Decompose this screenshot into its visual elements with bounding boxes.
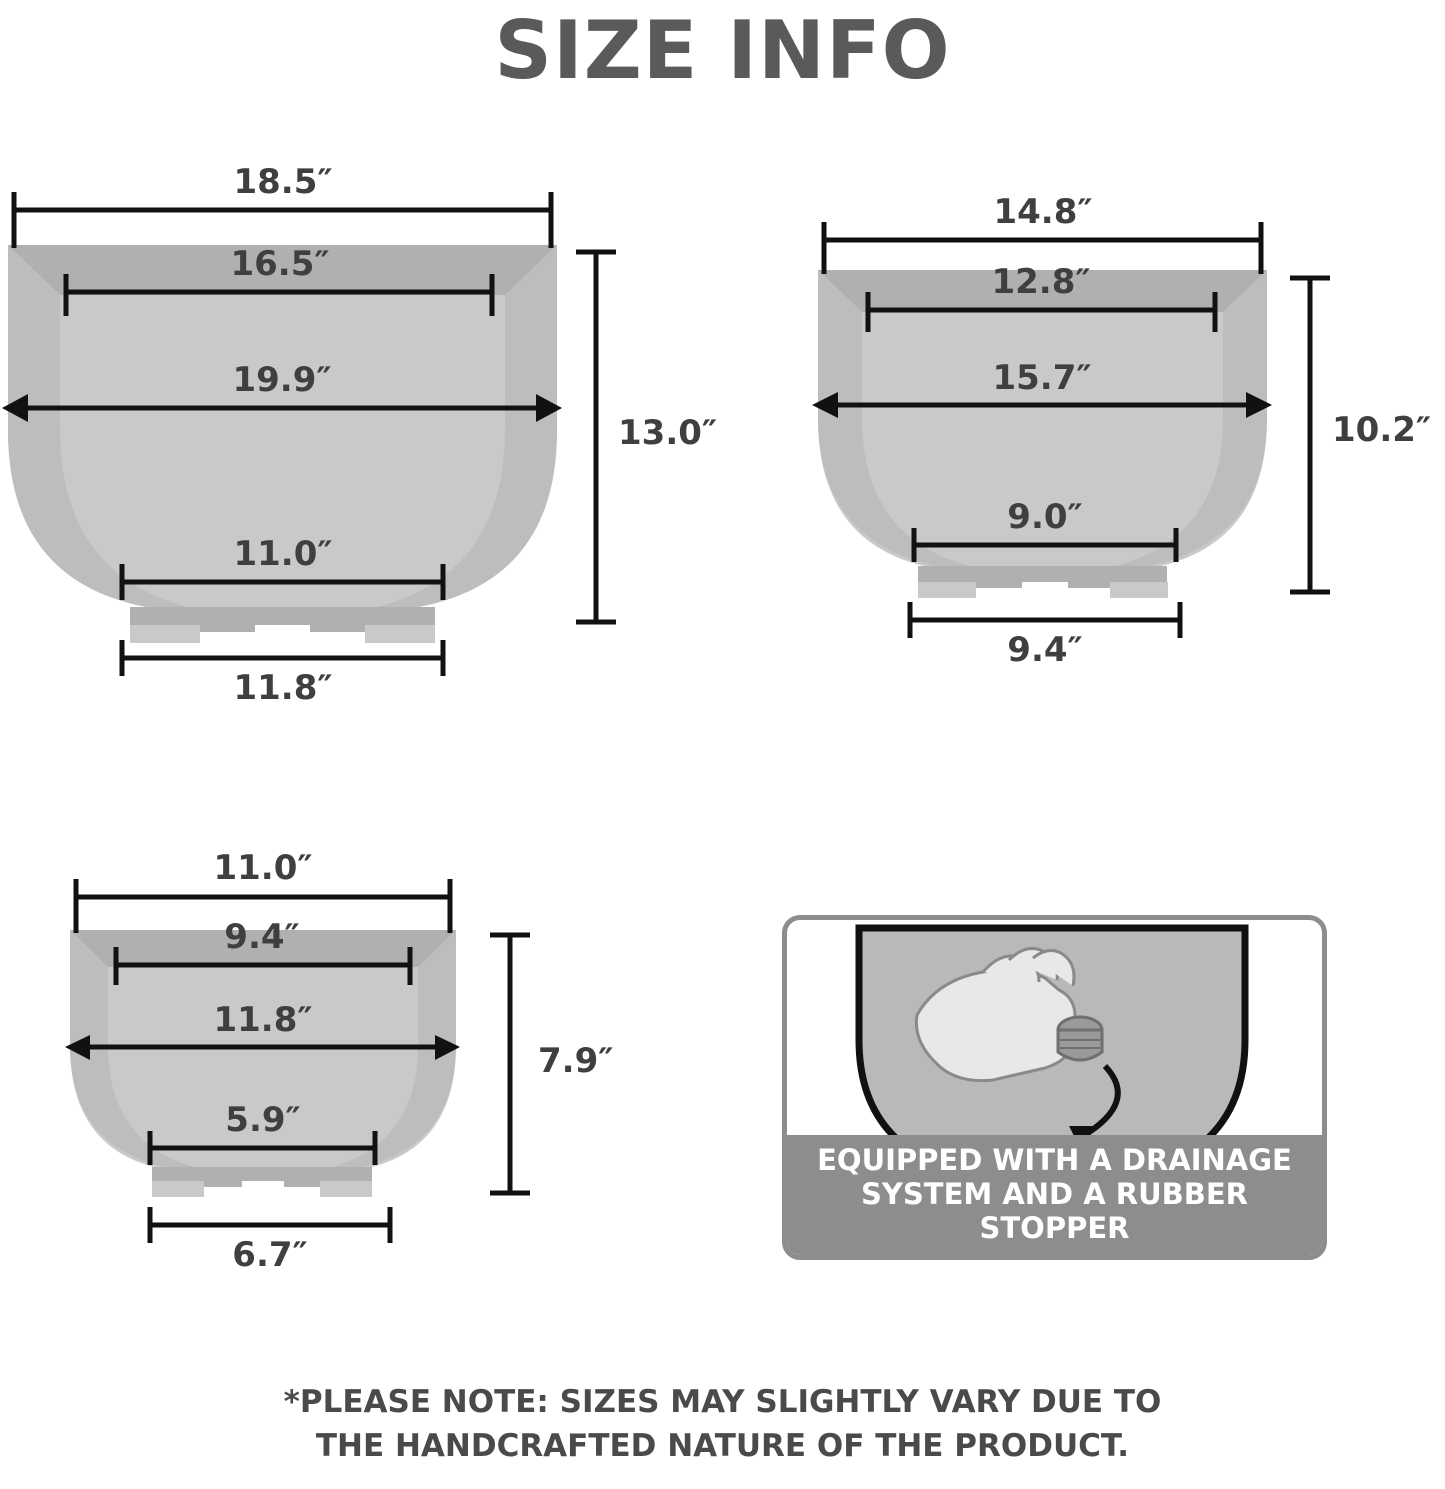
dim-height-small: 7.9″ [538,1041,614,1081]
drainage-caption-line1: EQUIPPED WITH A DRAINAGE [817,1143,1292,1177]
footnote-line-1: *PLEASE NOTE: SIZES MAY SLIGHTLY VARY DUE TO [283,1384,1162,1420]
pot-diagram-large [0,162,718,730]
drainage-caption [787,1135,1322,1255]
page-title: SIZE INFO [494,4,951,97]
pot-diagram-small [60,845,660,1315]
dim-widest-medium: 15.7″ [992,358,1092,398]
dim-outer-base-small: 6.7″ [232,1235,308,1275]
drainage-panel [782,915,1327,1260]
dim-outer-base-large: 11.8″ [233,668,333,708]
dim-inner-top-medium: 12.8″ [991,262,1091,302]
dim-inner-top-small: 9.4″ [224,917,300,957]
pot-diagram-medium [810,192,1432,700]
dim-outer-base-medium: 9.4″ [1007,630,1083,670]
dim-widest-small: 11.8″ [213,1000,313,1040]
dim-height-large: 13.0″ [618,413,718,453]
drainage-caption-line2: SYSTEM AND A RUBBER STOPPER [861,1177,1248,1245]
dim-widest-large: 19.9″ [232,360,332,400]
dim-inner-top-large: 16.5″ [230,244,330,284]
dim-inner-base-large: 11.0″ [233,534,333,574]
dim-outer-top-large: 18.5″ [233,162,333,202]
dim-height-medium: 10.2″ [1332,410,1432,450]
dim-outer-top-medium: 14.8″ [993,192,1093,232]
footnote-line-2: THE HANDCRAFTED NATURE OF THE PRODUCT. [315,1428,1130,1464]
dim-outer-top-small: 11.0″ [213,848,313,888]
footnote [0,1380,1445,1468]
dim-inner-base-small: 5.9″ [225,1100,301,1140]
dim-inner-base-medium: 9.0″ [1007,497,1083,537]
